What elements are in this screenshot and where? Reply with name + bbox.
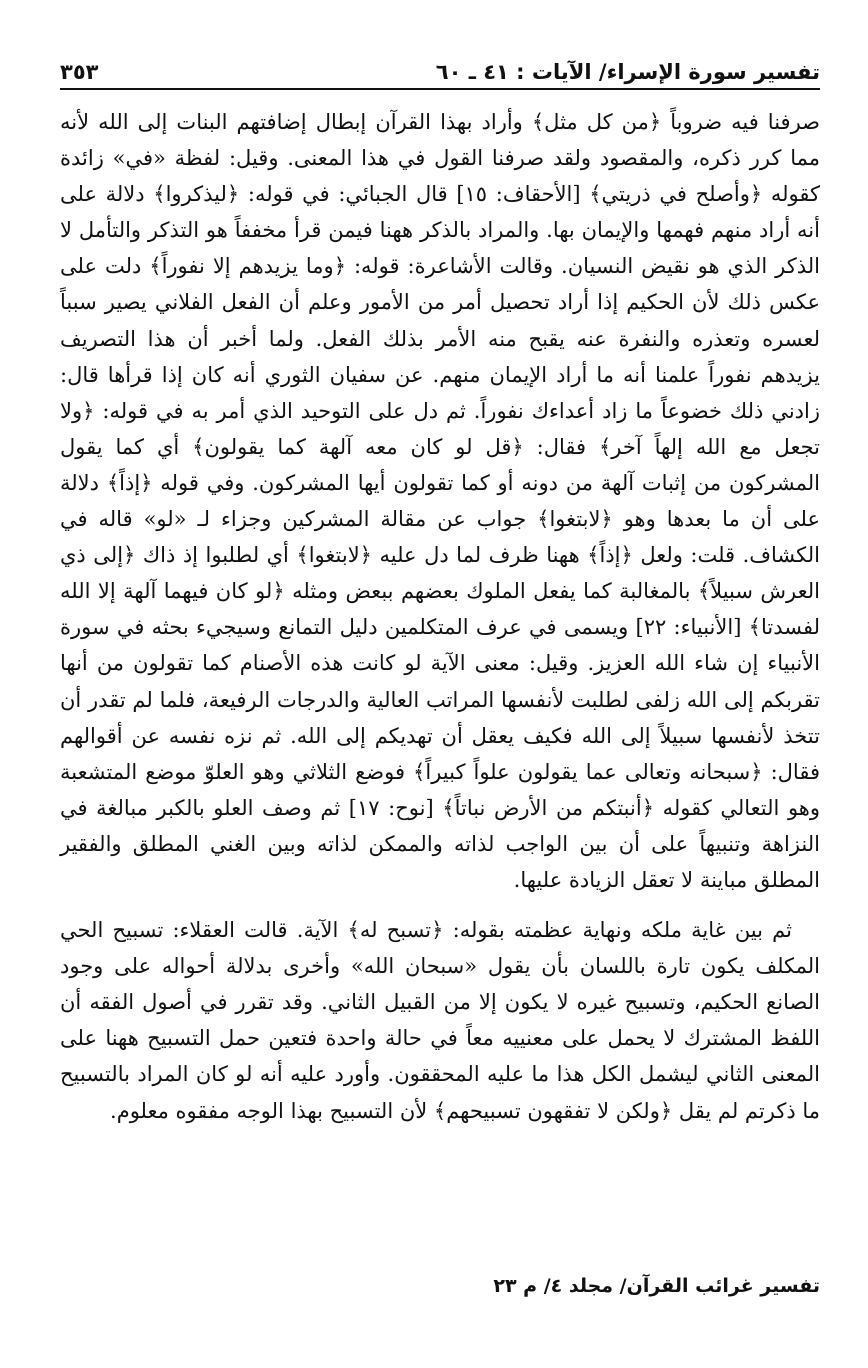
book-page <box>60 50 820 1350</box>
footer-signature: تفسير غرائب القرآن/ مجلد ٤/ م ٢٣ <box>493 1275 820 1297</box>
body-text <box>60 104 820 1129</box>
header-rule <box>60 88 820 90</box>
running-header <box>60 50 820 84</box>
paragraph-1: صرفنا فيه ضروباً ﴿من كل مثل﴾ وأراد بهذا القرآن إبطال إضافتهم البنات إلى الله لأنه مما كرر ذكره، والمقصود ولقد صرفنا القول في هذا المعنى. وقيل: لفظة «في» زائدة كقوله ﴿وأصلح في ذريتي﴾ [الأحقاف: ١٥] قال الجبائي: في قوله: ﴿ليذكروا﴾ دلالة على أنه أراد منهم فهمها والإيمان بها. والمراد بالذكر ههنا فيمن قرأ مخففاً هو التذكر والتأمل لا الذكر الذي هو نقيض النسيان. وقالت الأشاعرة: قوله: ﴿وما يزيدهم إلا نفوراً﴾ دلت على عكس ذلك لأن الحكيم إذا أراد تحصيل أمر من الأمور وعلم أن الفعل الفلاني يصير سبباً لعسره وتعذره والنفرة عنه يقبح منه الأمر بذلك الفعل. ولما أخبر أن هذا التصريف يزيدهم نفوراً علمنا أنه ما أراد الإيمان منهم. عن سفيان الثوري أنه كان إذا قرأها قال: زادني ذلك خضوعاً ما زاد أعداءك نفوراً. ثم دل على التوحيد الذي أمر به في قوله: ﴿ولا تجعل مع الله إلهاً آخر﴾ فقال: ﴿قل لو كان معه آلهة كما يقولون﴾ أي كما يقول المشركون من إثبات آلهة من دونه أو كما تقولون أيها المشركون. وفي قوله ﴿إذاً﴾ دلالة على أن ما بعدها وهو ﴿لابتغوا﴾ جواب عن مقالة المشركين وجزاء لـ «لو» قاله في الكشاف. قلت: ولعل ﴿إذاً﴾ ههنا ظرف لما دل عليه ﴿لابتغوا﴾ أي لطلبوا إذ ذاك ﴿إلى ذي العرش سبيلاً﴾ بالمغالبة كما يفعل الملوك بعضهم ببعض ومثله ﴿لو كان فيهما آلهة إلا الله لفسدتا﴾ [الأنبياء: ٢٢] ويسمى في عرف المتكلمين دليل التمانع وسيجيء بحثه في سورة الأنبياء إن شاء الله العزيز. وقيل: معنى الآية لو كانت هذه الأصنام كما تقولون من أنها تقربكم إلى الله زلفى لطلبت لأنفسها المراتب العالية والدرجات الرفيعة، فلما لم تقدر أن تتخذ لأنفسها سبيلاً إلى الله فكيف يعقل أن تهديكم إلى الله. ثم نزه نفسه عن أقوالهم فقال: ﴿سبحانه وتعالى عما يقولون علواً كبيراً﴾ فوضع الثلاثي وهو العلوّ موضع المتشعبة وهو التعالي كقوله ﴿أنبتكم من الأرض نباتاً﴾ [نوح: ١٧] ثم وصف العلو بالكبر مبالغة في النزاهة وتنبيهاً على أن بين الواجب لذاته والممكن لذاته وبين الغني المطلق والفقير المطلق مباينة لا تعقل الزيادة عليها. <box>60 110 821 892</box>
header-title: تفسير سورة الإسراء/ الآيات : ٤١ ـ ٦٠ <box>435 60 820 84</box>
paragraph-2: ثم بين غاية ملكه ونهاية عظمته بقوله: ﴿تسبح له﴾ الآية. قالت العقلاء: تسبيح الحي المكلف يكون تارة باللسان بأن يقول «سبحان الله» وأخرى بدلالة أحواله على وجود الصانع الحكيم، وتسبيح غيره لا يكون إلا من القبيل الثاني. وقد تقرر في أصول الفقه أن اللفظ المشترك لا يحمل على معنييه معاً في حالة واحدة فتعين حمل التسبيح ههنا على المعنى الثاني ليشمل الكل هذا ما عليه المحققون. وأورد عليه أنه لو كان المراد بالتسبيح ما ذكرتم لم يقل ﴿ولكن لا تفقهون تسبيحهم﴾ لأن التسبيح بهذا الوجه مفقوه معلوم. <box>60 918 820 1123</box>
page-number: ٣٥٣ <box>60 60 99 84</box>
